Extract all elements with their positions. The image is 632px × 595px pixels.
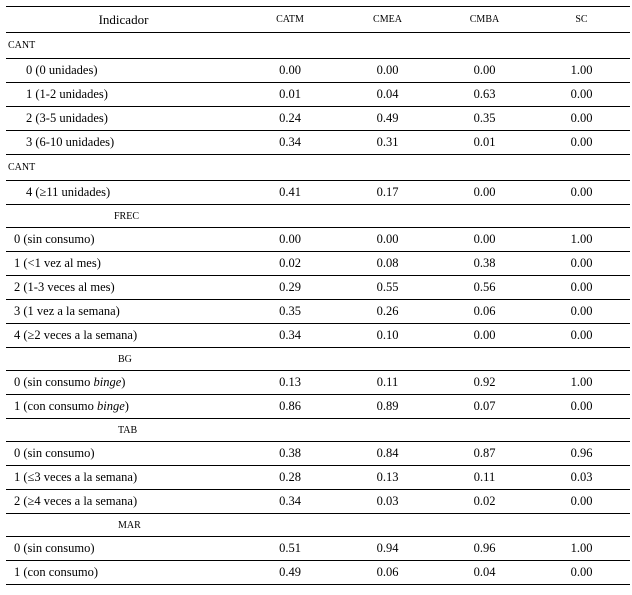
row-label-text: 3 (1 vez a la semana) [14, 304, 120, 318]
row-label [6, 107, 241, 131]
row-label [6, 324, 241, 348]
value-cell: 0.07 [436, 395, 533, 419]
value-cell: 0.13 [339, 466, 436, 490]
header-row [6, 7, 630, 33]
value-cell: 0.38 [436, 252, 533, 276]
value-cell: 0.92 [436, 371, 533, 395]
value-cell: 0.86 [241, 395, 339, 419]
table-row [6, 537, 630, 561]
table-row [6, 300, 630, 324]
value-cell: 0.24 [241, 107, 339, 131]
value-cell: 0.17 [339, 181, 436, 205]
row-label-italic: binge [93, 375, 122, 389]
col-header-cmba: CMBA [436, 7, 533, 33]
row-label-text: 0 (0 unidades) [26, 63, 98, 77]
table-row [6, 490, 630, 514]
value-cell: 0.96 [533, 442, 630, 466]
value-cell: 0.29 [241, 276, 339, 300]
row-label [6, 442, 241, 466]
row-label-text: ) [124, 399, 129, 413]
value-cell: 0.01 [436, 131, 533, 155]
value-cell: 0.63 [436, 83, 533, 107]
value-cell: 0.04 [436, 561, 533, 585]
value-cell: 1.00 [533, 537, 630, 561]
value-cell: 0.00 [241, 59, 339, 83]
section-title: TAB [6, 419, 630, 442]
value-cell: 0.34 [241, 131, 339, 155]
value-cell: 0.00 [436, 181, 533, 205]
section-title: CANT [6, 155, 630, 181]
col-header-sc: SC [533, 7, 630, 33]
row-label [6, 252, 241, 276]
value-cell: 0.96 [436, 537, 533, 561]
value-cell: 0.49 [339, 107, 436, 131]
row-label-text: 0 (sin consumo [14, 375, 94, 389]
value-cell: 0.41 [241, 181, 339, 205]
value-cell: 0.28 [241, 466, 339, 490]
value-cell: 0.51 [241, 537, 339, 561]
table-row [6, 107, 630, 131]
row-label-text: 2 (≥4 veces a la semana) [14, 494, 138, 508]
section-row [6, 419, 630, 442]
table-row [6, 466, 630, 490]
row-label [6, 371, 241, 395]
row-label [6, 131, 241, 155]
row-label-text: 4 (≥2 veces a la semana) [14, 328, 138, 342]
value-cell: 0.56 [436, 276, 533, 300]
value-cell: 0.00 [533, 324, 630, 348]
value-cell: 0.00 [436, 228, 533, 252]
value-cell: 0.00 [339, 59, 436, 83]
value-cell: 0.13 [241, 371, 339, 395]
table-row [6, 442, 630, 466]
value-cell: 0.35 [436, 107, 533, 131]
value-cell: 1.00 [533, 59, 630, 83]
section-title: CANT [6, 33, 630, 59]
value-cell: 1.00 [533, 228, 630, 252]
value-cell: 0.55 [339, 276, 436, 300]
value-cell: 0.00 [436, 324, 533, 348]
value-cell: 0.00 [533, 107, 630, 131]
row-label-text: 1 (<1 vez al mes) [14, 256, 101, 270]
probability-table [6, 6, 630, 585]
value-cell: 0.94 [339, 537, 436, 561]
row-label [6, 228, 241, 252]
row-label-text: 2 (1-3 veces al mes) [14, 280, 115, 294]
value-cell: 0.03 [533, 466, 630, 490]
table-row [6, 83, 630, 107]
value-cell: 0.02 [436, 490, 533, 514]
value-cell: 1.00 [533, 371, 630, 395]
row-label [6, 300, 241, 324]
section-row [6, 205, 630, 228]
row-label-italic: binge [96, 399, 125, 413]
table-row [6, 131, 630, 155]
value-cell: 0.00 [533, 561, 630, 585]
indicator-header: Indicador [6, 7, 241, 33]
value-cell: 0.11 [436, 466, 533, 490]
value-cell: 0.00 [533, 252, 630, 276]
table-row [6, 561, 630, 585]
col-header-cmea: CMEA [339, 7, 436, 33]
value-cell: 0.38 [241, 442, 339, 466]
row-label-text: 0 (sin consumo) [14, 446, 95, 460]
section-row [6, 348, 630, 371]
col-header-catm: CATM [241, 7, 339, 33]
value-cell: 0.00 [339, 228, 436, 252]
section-row [6, 155, 630, 181]
table-row [6, 181, 630, 205]
value-cell: 0.84 [339, 442, 436, 466]
row-label [6, 537, 241, 561]
section-title: BG [6, 348, 630, 371]
row-label-text: 1 (≤3 veces a la semana) [14, 470, 138, 484]
table-row [6, 395, 630, 419]
value-cell: 0.35 [241, 300, 339, 324]
row-label-text: 2 (3-5 unidades) [26, 111, 108, 125]
row-label-text: 0 (sin consumo) [14, 232, 95, 246]
value-cell: 0.34 [241, 490, 339, 514]
row-label [6, 181, 241, 205]
value-cell: 0.00 [533, 131, 630, 155]
value-cell: 0.00 [533, 181, 630, 205]
table-row [6, 59, 630, 83]
table-row [6, 252, 630, 276]
row-label [6, 490, 241, 514]
row-label [6, 59, 241, 83]
row-label-text: 1 (con consumo) [14, 565, 99, 579]
row-label [6, 83, 241, 107]
value-cell: 0.03 [339, 490, 436, 514]
value-cell: 0.10 [339, 324, 436, 348]
value-cell: 0.00 [241, 228, 339, 252]
value-cell: 0.00 [533, 276, 630, 300]
value-cell: 0.06 [339, 561, 436, 585]
value-cell: 0.01 [241, 83, 339, 107]
value-cell: 0.00 [533, 395, 630, 419]
row-label-text: 3 (6-10 unidades) [26, 135, 115, 149]
row-label [6, 276, 241, 300]
section-title: FREC [6, 205, 630, 228]
value-cell: 0.00 [436, 59, 533, 83]
row-label-text: ) [121, 375, 126, 389]
value-cell: 0.00 [533, 300, 630, 324]
table-row [6, 228, 630, 252]
value-cell: 0.31 [339, 131, 436, 155]
row-label-text: 0 (sin consumo) [14, 541, 95, 555]
section-row [6, 514, 630, 537]
value-cell: 0.89 [339, 395, 436, 419]
section-title: MAR [6, 514, 630, 537]
value-cell: 0.00 [533, 83, 630, 107]
row-label-text: 1 (1-2 unidades) [26, 87, 108, 101]
row-label-text: 4 (≥11 unidades) [26, 185, 111, 199]
row-label [6, 466, 241, 490]
value-cell: 0.26 [339, 300, 436, 324]
value-cell: 0.06 [436, 300, 533, 324]
value-cell: 0.08 [339, 252, 436, 276]
table-row [6, 371, 630, 395]
table-row [6, 276, 630, 300]
value-cell: 0.11 [339, 371, 436, 395]
row-label [6, 561, 241, 585]
value-cell: 0.87 [436, 442, 533, 466]
section-row [6, 33, 630, 59]
value-cell: 0.02 [241, 252, 339, 276]
row-label-text: 1 (con consumo [14, 399, 97, 413]
value-cell: 0.00 [533, 490, 630, 514]
value-cell: 0.04 [339, 83, 436, 107]
row-label [6, 395, 241, 419]
table-row [6, 324, 630, 348]
value-cell: 0.49 [241, 561, 339, 585]
value-cell: 0.34 [241, 324, 339, 348]
